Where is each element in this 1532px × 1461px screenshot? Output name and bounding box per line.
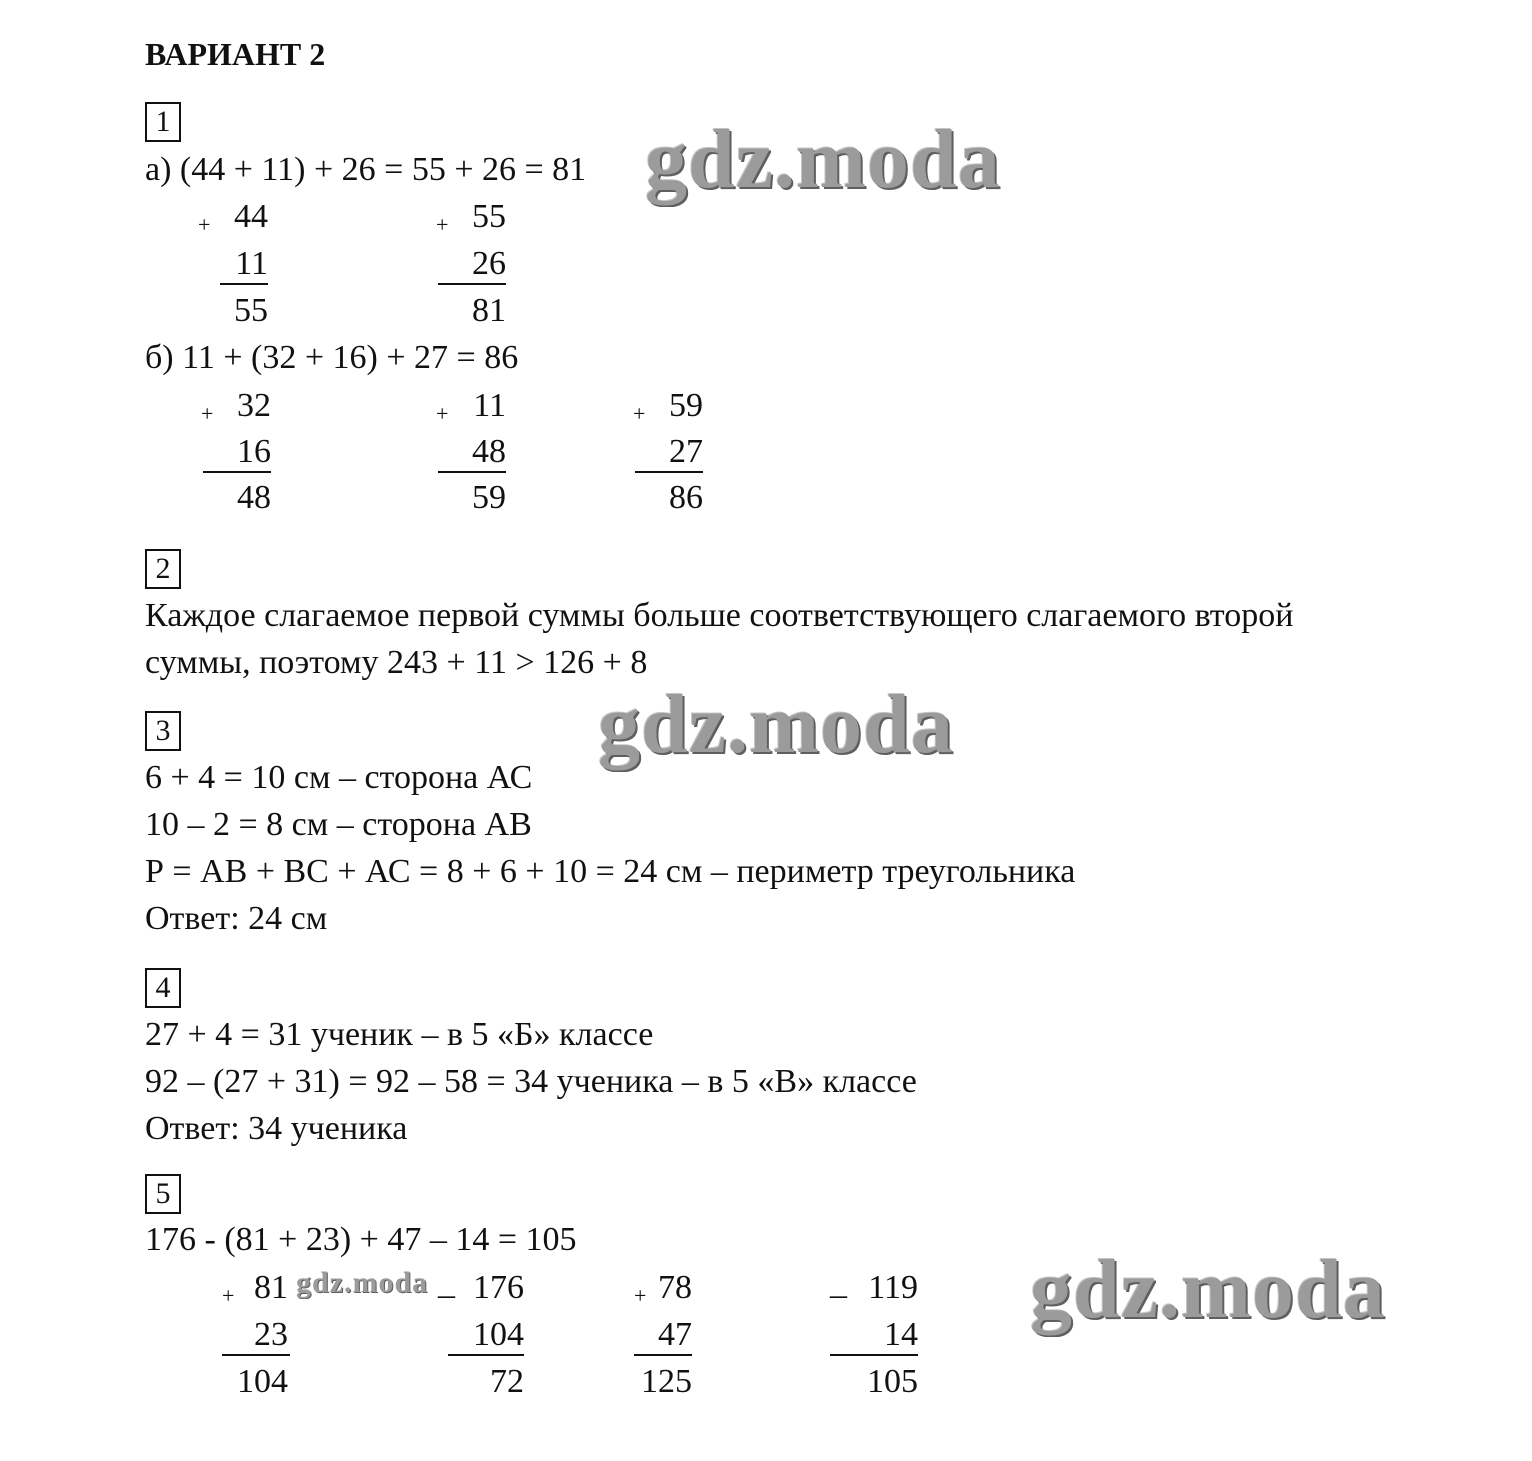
col-result: 86 xyxy=(669,479,703,516)
col-top: 11 xyxy=(473,387,506,424)
col-top: 59 xyxy=(669,387,703,424)
page-title: ВАРИАНТ 2 xyxy=(145,36,326,72)
col-top: 81 xyxy=(254,1269,288,1306)
watermark-logo: gdz.moda xyxy=(1030,1243,1386,1336)
col-bottom: 47 xyxy=(658,1316,692,1353)
task-4-line-2: 92 – (27 + 31) = 92 – 58 = 34 ученика – в 5 «В» классе xyxy=(145,1063,917,1100)
task-3-line-1: 6 + 4 = 10 см – сторона АС xyxy=(145,759,533,796)
sum-line xyxy=(203,471,271,473)
task-3-line-3: Р = АВ + ВС + АС = 8 + 6 + 10 = 24 см – периметр треугольника xyxy=(145,853,1076,890)
task-3-line-2: 10 – 2 = 8 см – сторона АВ xyxy=(145,806,532,843)
col-result: 125 xyxy=(641,1363,692,1400)
task-5-line-1: 176 - (81 + 23) + 47 – 14 = 105 xyxy=(145,1221,577,1258)
col-bottom: 14 xyxy=(884,1316,918,1353)
col-bottom: 11 xyxy=(235,245,268,282)
col-result: 55 xyxy=(234,292,268,329)
task-2-line-2: суммы, поэтому 243 + 11 > 126 + 8 xyxy=(145,644,648,681)
col-result: 48 xyxy=(237,479,271,516)
sum-line xyxy=(448,1354,524,1356)
col-top: 119 xyxy=(868,1269,918,1306)
col-bottom: 23 xyxy=(254,1316,288,1353)
op-sign: – xyxy=(830,1276,847,1313)
task-3-answer: Ответ: 24 см xyxy=(145,900,328,937)
col-top: 55 xyxy=(472,198,506,235)
col-result: 81 xyxy=(472,292,506,329)
watermark-logo: gdz.moda xyxy=(598,678,954,771)
col-bottom: 27 xyxy=(669,433,703,470)
watermark-logo: gdz.moda xyxy=(645,113,1001,206)
task-1-number: 1 xyxy=(145,102,181,142)
task-4-line-1: 27 + 4 = 31 ученик – в 5 «Б» классе xyxy=(145,1016,654,1053)
col-result: 59 xyxy=(472,479,506,516)
task-5-number: 5 xyxy=(145,1174,181,1214)
sum-line xyxy=(220,283,268,285)
col-bottom: 48 xyxy=(472,433,506,470)
col-top: 176 xyxy=(473,1269,524,1306)
task-4-number: 4 xyxy=(145,968,181,1008)
col-top: 32 xyxy=(237,387,271,424)
col-bottom: 16 xyxy=(237,433,271,470)
task-2-number: 2 xyxy=(145,549,181,589)
col-result: 72 xyxy=(490,1363,524,1400)
op-sign: + xyxy=(436,401,449,426)
sum-line xyxy=(438,471,506,473)
op-sign: + xyxy=(201,401,214,426)
task-1-line-b: б) 11 + (32 + 16) + 27 = 86 xyxy=(145,339,519,376)
op-sign: + xyxy=(222,1283,235,1308)
op-sign: + xyxy=(436,212,449,237)
col-result: 105 xyxy=(867,1363,918,1400)
op-sign: + xyxy=(634,1283,647,1308)
sum-line xyxy=(438,283,506,285)
sum-line xyxy=(830,1354,918,1356)
task-3-number: 3 xyxy=(145,711,181,751)
sum-line xyxy=(222,1354,290,1356)
task-1-line-a: а) (44 + 11) + 26 = 55 + 26 = 81 xyxy=(145,151,587,188)
op-sign: + xyxy=(198,212,211,237)
sum-line xyxy=(634,1354,692,1356)
task-2-line-1: Каждое слагаемое первой суммы больше соответствующего слагаемого второй xyxy=(145,597,1294,634)
col-top: 44 xyxy=(234,198,268,235)
op-sign: – xyxy=(438,1276,455,1313)
task-4-answer: Ответ: 34 ученика xyxy=(145,1110,408,1147)
col-bottom: 104 xyxy=(473,1316,524,1353)
op-sign: + xyxy=(633,401,646,426)
col-top: 78 xyxy=(658,1269,692,1306)
watermark-logo-small: gdz.moda xyxy=(296,1266,429,1299)
col-bottom: 26 xyxy=(472,245,506,282)
sum-line xyxy=(635,471,703,473)
col-result: 104 xyxy=(237,1363,288,1400)
